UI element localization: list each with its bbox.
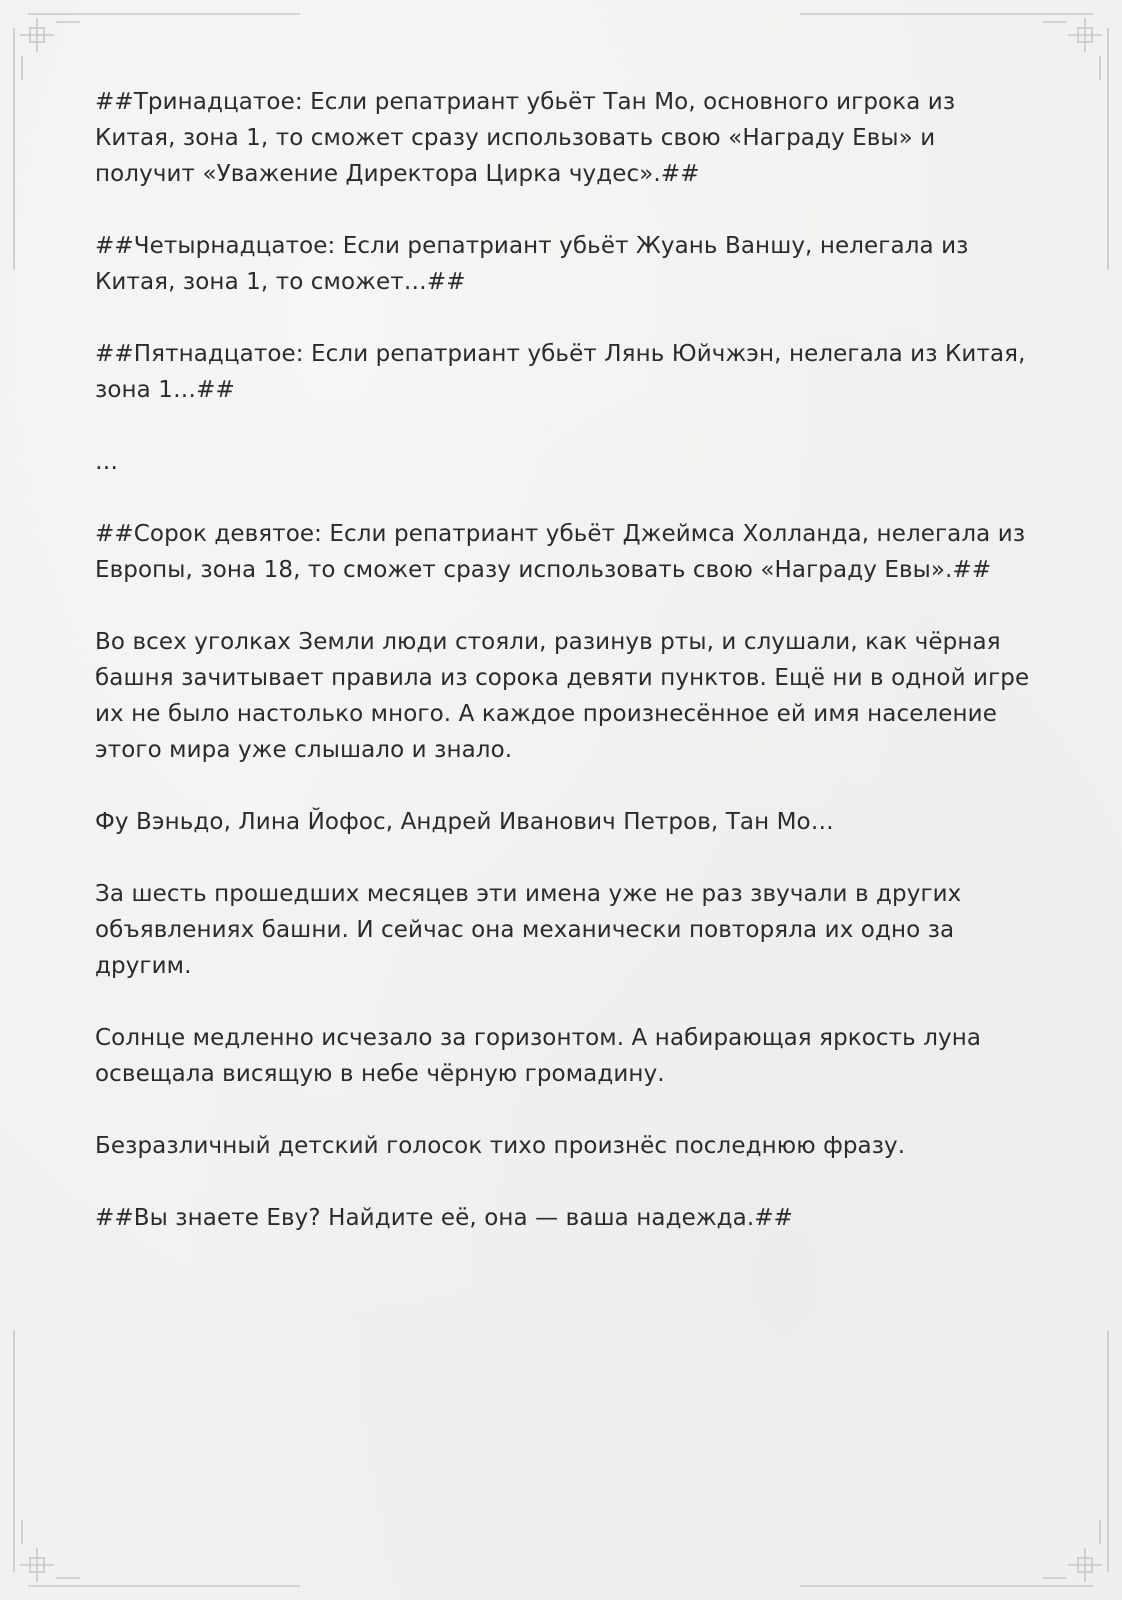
paragraph-rule-15: ##Пятнадцатое: Если репатриант убьёт Лянь Юйчжэн, нелегала из Китая, зона 1…##	[95, 341, 1026, 403]
paragraph-rule-49: ##Сорок девятое: Если репатриант убьёт Джеймса Холланда, нелегала из Европы, зона 18, то сможет сразу использовать свою «Награду Евы».##	[95, 521, 1026, 583]
paragraph-rule-13: ##Тринадцатое: Если репатриант убьёт Тан Мо, основного игрока из Китая, зона 1, то сможет сразу использовать свою «Награду Евы» и получит «Уважение Директора Цирка чудес».##	[95, 89, 956, 187]
paragraph-narration-4: Безразличный детский голосок тихо произнёс последнюю фразу.	[95, 1133, 906, 1159]
paragraph-ellipsis: …	[95, 449, 119, 475]
paragraph-narration-2: За шесть прошедших месяцев эти имена уже не раз звучали в других объявлениях башни. И сейчас она механически повторяла их одно за другим.	[95, 881, 962, 979]
paragraph-rule-14: ##Четырнадцатое: Если репатриант убьёт Жуань Ваншу, нелегала из Китая, зона 1, то сможет…##	[95, 233, 969, 295]
paragraph-final-announcement: ##Вы знаете Еву? Найдите её, она — ваша надежда.##	[95, 1205, 794, 1231]
paragraph-narration-3: Солнце медленно исчезало за горизонтом. А набирающая яркость луна освещала висящую в небе чёрную громадину.	[95, 1025, 982, 1087]
paragraph-names: Фу Вэньдо, Лина Йофос, Андрей Иванович Петров, Тан Мо…	[95, 809, 834, 835]
document-body	[95, 84, 1035, 1272]
paragraph-narration-1: Во всех уголках Земли люди стояли, разинув рты, и слушали, как чёрная башня зачитывает правила из сорока девяти пунктов. Ещё ни в одной игре их не было настолько много. А каждое произнесённое ей имя население этого мира уже слышало и знало.	[95, 629, 1030, 763]
